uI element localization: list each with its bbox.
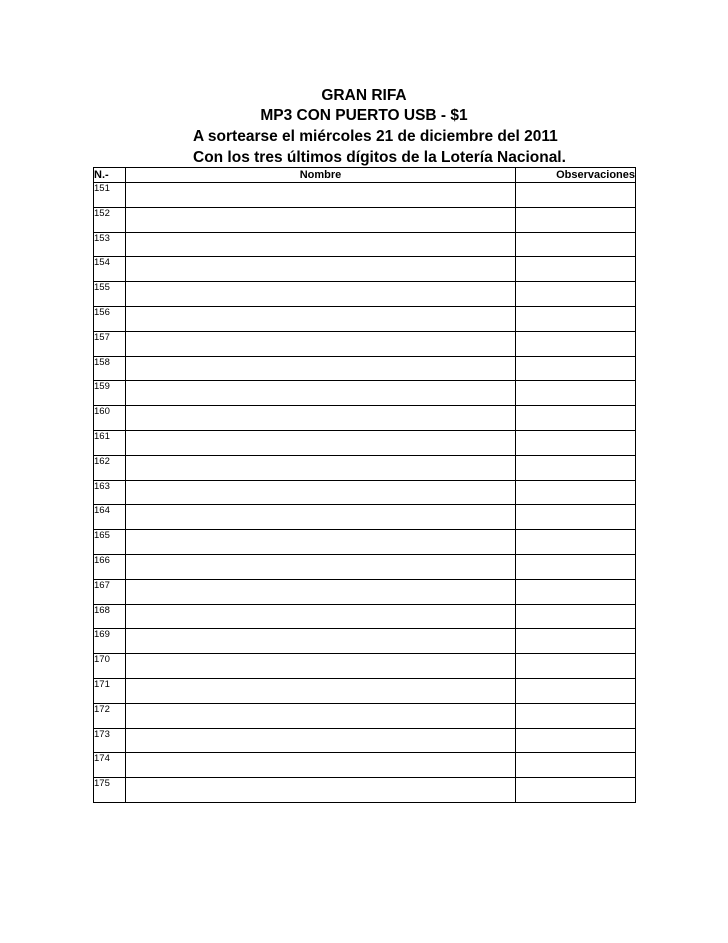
name-cell xyxy=(126,430,516,455)
ticket-number-cell: 155 xyxy=(94,282,126,307)
observations-cell xyxy=(516,232,636,257)
name-cell xyxy=(126,530,516,555)
observations-cell xyxy=(516,480,636,505)
ticket-number-cell: 169 xyxy=(94,629,126,654)
table-row xyxy=(94,753,636,778)
observations-cell xyxy=(516,728,636,753)
name-cell xyxy=(126,579,516,604)
ticket-number-cell: 168 xyxy=(94,604,126,629)
ticket-number-cell: 158 xyxy=(94,356,126,381)
observations-cell xyxy=(516,282,636,307)
ticket-number-cell: 156 xyxy=(94,306,126,331)
table-body xyxy=(94,183,636,803)
name-cell xyxy=(126,232,516,257)
name-cell xyxy=(126,381,516,406)
ticket-number-cell: 159 xyxy=(94,381,126,406)
observations-cell xyxy=(516,257,636,282)
ticket-number-cell: 167 xyxy=(94,579,126,604)
table-row xyxy=(94,183,636,208)
ticket-number-cell: 160 xyxy=(94,406,126,431)
observations-cell xyxy=(516,604,636,629)
name-cell xyxy=(126,604,516,629)
name-cell xyxy=(126,505,516,530)
ticket-number-cell: 163 xyxy=(94,480,126,505)
table-row xyxy=(94,207,636,232)
name-cell xyxy=(126,753,516,778)
table-header-row xyxy=(94,168,636,183)
draw-method-line: Con los tres últimos dígitos de la Lotería Nacional. xyxy=(193,149,566,166)
name-cell xyxy=(126,554,516,579)
table-row xyxy=(94,778,636,803)
ticket-number-cell: 175 xyxy=(94,778,126,803)
table-row xyxy=(94,579,636,604)
name-cell xyxy=(126,406,516,431)
table-row xyxy=(94,480,636,505)
name-cell xyxy=(126,629,516,654)
table-row xyxy=(94,282,636,307)
observations-cell xyxy=(516,753,636,778)
name-cell xyxy=(126,455,516,480)
table-row xyxy=(94,629,636,654)
table-row xyxy=(94,306,636,331)
name-cell xyxy=(126,728,516,753)
ticket-number-cell: 166 xyxy=(94,554,126,579)
name-cell xyxy=(126,678,516,703)
ticket-number-cell: 174 xyxy=(94,753,126,778)
raffle-title: GRAN RIFA xyxy=(321,87,407,104)
name-cell xyxy=(126,703,516,728)
column-header-number: N.- xyxy=(94,168,126,183)
ticket-number-cell: 154 xyxy=(94,257,126,282)
table-row xyxy=(94,654,636,679)
name-cell xyxy=(126,306,516,331)
observations-cell xyxy=(516,331,636,356)
name-cell xyxy=(126,207,516,232)
table-row xyxy=(94,257,636,282)
observations-cell xyxy=(516,406,636,431)
observations-cell xyxy=(516,356,636,381)
name-cell xyxy=(126,257,516,282)
table-row xyxy=(94,505,636,530)
ticket-number-cell: 165 xyxy=(94,530,126,555)
draw-date-line: A sortearse el miércoles 21 de diciembre del 2011 xyxy=(193,128,558,145)
table-row xyxy=(94,703,636,728)
observations-cell xyxy=(516,183,636,208)
table-row xyxy=(94,728,636,753)
observations-cell xyxy=(516,579,636,604)
column-header-observations: Observaciones xyxy=(516,168,636,183)
ticket-number-cell: 171 xyxy=(94,678,126,703)
raffle-prize: MP3 CON PUERTO USB - $1 xyxy=(260,107,468,124)
observations-cell xyxy=(516,381,636,406)
table-row xyxy=(94,604,636,629)
observations-cell xyxy=(516,455,636,480)
name-cell xyxy=(126,654,516,679)
observations-cell xyxy=(516,678,636,703)
table-row xyxy=(94,381,636,406)
name-cell xyxy=(126,778,516,803)
ticket-number-cell: 157 xyxy=(94,331,126,356)
table-row xyxy=(94,331,636,356)
ticket-number-cell: 151 xyxy=(94,183,126,208)
table-row xyxy=(94,530,636,555)
table-row xyxy=(94,232,636,257)
name-cell xyxy=(126,331,516,356)
table-row xyxy=(94,356,636,381)
observations-cell xyxy=(516,530,636,555)
name-cell xyxy=(126,282,516,307)
ticket-number-cell: 170 xyxy=(94,654,126,679)
observations-cell xyxy=(516,306,636,331)
observations-cell xyxy=(516,778,636,803)
name-cell xyxy=(126,480,516,505)
table-row xyxy=(94,554,636,579)
name-cell xyxy=(126,183,516,208)
observations-cell xyxy=(516,654,636,679)
ticket-number-cell: 173 xyxy=(94,728,126,753)
observations-cell xyxy=(516,207,636,232)
ticket-number-cell: 152 xyxy=(94,207,126,232)
column-header-name: Nombre xyxy=(126,168,516,183)
raffle-table xyxy=(93,167,636,803)
observations-cell xyxy=(516,505,636,530)
observations-cell xyxy=(516,554,636,579)
ticket-number-cell: 172 xyxy=(94,703,126,728)
table-row xyxy=(94,455,636,480)
observations-cell xyxy=(516,703,636,728)
table-row xyxy=(94,406,636,431)
observations-cell xyxy=(516,430,636,455)
observations-cell xyxy=(516,629,636,654)
name-cell xyxy=(126,356,516,381)
ticket-number-cell: 162 xyxy=(94,455,126,480)
ticket-number-cell: 164 xyxy=(94,505,126,530)
ticket-number-cell: 153 xyxy=(94,232,126,257)
table-row xyxy=(94,678,636,703)
ticket-number-cell: 161 xyxy=(94,430,126,455)
table-row xyxy=(94,430,636,455)
